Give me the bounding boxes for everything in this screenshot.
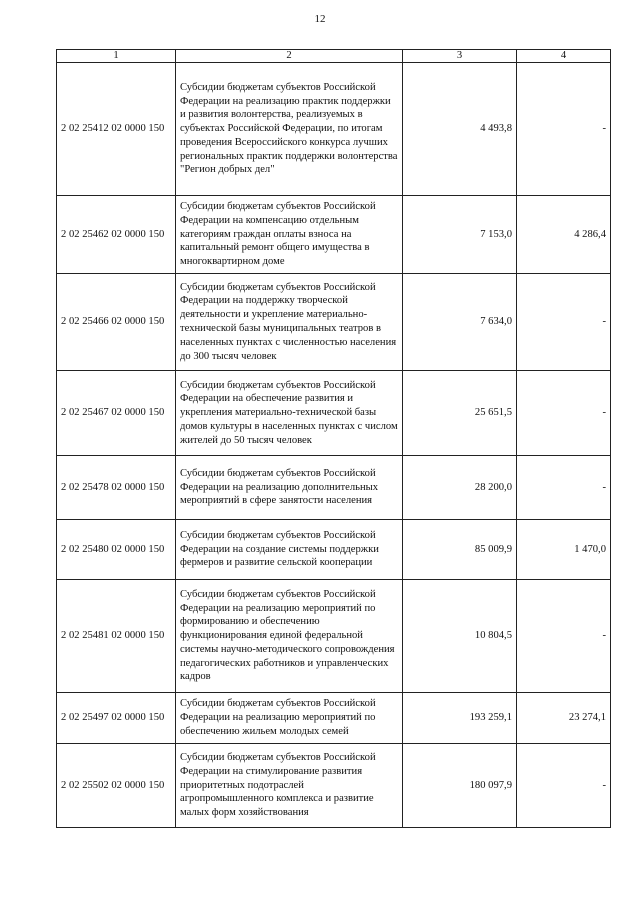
subsidy-name: Субсидии бюджетам субъектов Российской Федерации на реализацию мероприятий по обеспечению жильем молодых семей bbox=[176, 693, 403, 744]
amount-col-3: 25 651,5 bbox=[403, 371, 517, 456]
amount-col-4: - bbox=[517, 63, 611, 196]
budget-code: 2 02 25466 02 0000 150 bbox=[57, 274, 176, 371]
amount-col-3: 7 153,0 bbox=[403, 196, 517, 274]
budget-table bbox=[56, 49, 611, 828]
header-col-3: 3 bbox=[403, 50, 517, 63]
budget-code: 2 02 25462 02 0000 150 bbox=[57, 196, 176, 274]
subsidy-name: Субсидии бюджетам субъектов Российской Федерации на реализацию дополнительных мероприятий в сфере занятости населения bbox=[176, 456, 403, 520]
table-row bbox=[57, 693, 611, 744]
table-row bbox=[57, 63, 611, 196]
amount-col-3: 28 200,0 bbox=[403, 456, 517, 520]
amount-col-3: 7 634,0 bbox=[403, 274, 517, 371]
subsidy-name: Субсидии бюджетам субъектов Российской Федерации на создание системы поддержки фермеров и развитие сельской кооперации bbox=[176, 520, 403, 580]
table-header bbox=[57, 50, 611, 63]
page-number: 12 bbox=[314, 13, 326, 25]
subsidy-name: Субсидии бюджетам субъектов Российской Федерации на компенсацию отдельным категориям граждан оплаты взноса на капитальный ремонт общего имущества в многоквартирном доме bbox=[176, 196, 403, 274]
amount-col-4: - bbox=[517, 371, 611, 456]
amount-col-3: 4 493,8 bbox=[403, 63, 517, 196]
subsidy-name: Субсидии бюджетам субъектов Российской Федерации на реализацию практик поддержки и развития волонтерства, реализуемых в субъектах Российской Федерации, по итогам проведения Всероссийского конкурса лучших региональных практик поддержки волонтерства "Регион добрых дел" bbox=[176, 63, 403, 196]
amount-col-3: 10 804,5 bbox=[403, 580, 517, 693]
amount-col-4: - bbox=[517, 580, 611, 693]
amount-col-4: 1 470,0 bbox=[517, 520, 611, 580]
subsidy-name: Субсидии бюджетам субъектов Российской Федерации на поддержку творческой деятельности и укрепление материально-технической базы муниципальных театров в населенных пунктах с численностью населения до 300 тысяч человек bbox=[176, 274, 403, 371]
amount-col-4: 23 274,1 bbox=[517, 693, 611, 744]
header-row bbox=[57, 50, 611, 63]
amount-col-3: 85 009,9 bbox=[403, 520, 517, 580]
table-row bbox=[57, 520, 611, 580]
subsidy-name: Субсидии бюджетам субъектов Российской Федерации на обеспечение развития и укрепления материально-технической базы домов культуры в населенных пунктах с числом жителей до 50 тысяч человек bbox=[176, 371, 403, 456]
budget-code: 2 02 25467 02 0000 150 bbox=[57, 371, 176, 456]
table-row bbox=[57, 274, 611, 371]
amount-col-3: 193 259,1 bbox=[403, 693, 517, 744]
table-body bbox=[57, 63, 611, 828]
amount-col-4: - bbox=[517, 744, 611, 828]
table-row bbox=[57, 456, 611, 520]
header-col-1: 1 bbox=[57, 50, 176, 63]
budget-code: 2 02 25412 02 0000 150 bbox=[57, 63, 176, 196]
budget-code: 2 02 25481 02 0000 150 bbox=[57, 580, 176, 693]
amount-col-4: - bbox=[517, 456, 611, 520]
table-row bbox=[57, 371, 611, 456]
budget-code: 2 02 25502 02 0000 150 bbox=[57, 744, 176, 828]
table-row bbox=[57, 196, 611, 274]
header-col-2: 2 bbox=[176, 50, 403, 63]
subsidy-name: Субсидии бюджетам субъектов Российской Федерации на стимулирование развития приоритетных подотраслей агропромышленного комплекса и развитие малых форм хозяйствования bbox=[176, 744, 403, 828]
budget-code: 2 02 25478 02 0000 150 bbox=[57, 456, 176, 520]
amount-col-3: 180 097,9 bbox=[403, 744, 517, 828]
amount-col-4: - bbox=[517, 274, 611, 371]
budget-code: 2 02 25497 02 0000 150 bbox=[57, 693, 176, 744]
table-row bbox=[57, 744, 611, 828]
amount-col-4: 4 286,4 bbox=[517, 196, 611, 274]
budget-code: 2 02 25480 02 0000 150 bbox=[57, 520, 176, 580]
header-col-4: 4 bbox=[517, 50, 611, 63]
table-row bbox=[57, 580, 611, 693]
subsidy-name: Субсидии бюджетам субъектов Российской Федерации на реализацию мероприятий по формированию и обеспечению функционирования единой федеральной системы научно-методического сопровождения педагогических работников и управленческих кадров bbox=[176, 580, 403, 693]
